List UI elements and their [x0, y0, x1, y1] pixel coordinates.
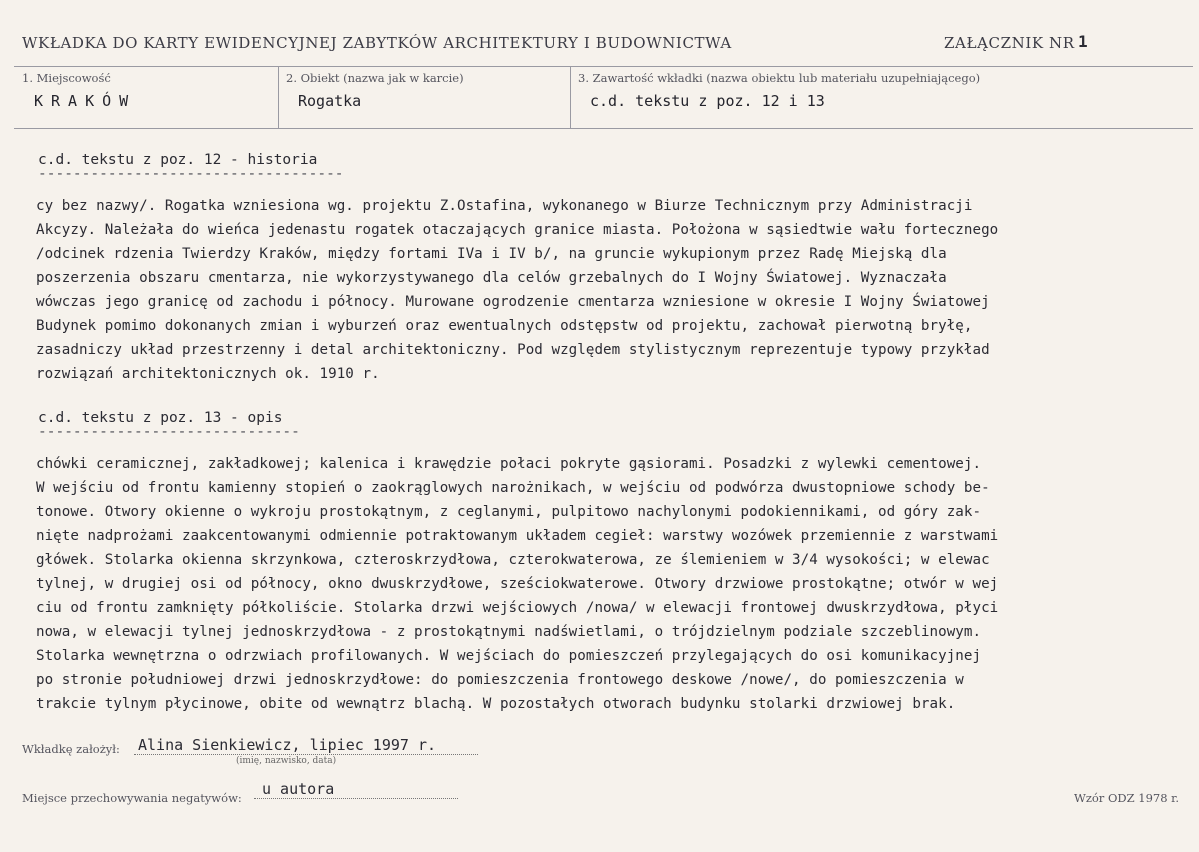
author-caption: (imię, nazwisko, data): [236, 756, 337, 766]
fields-bottom-rule: [14, 128, 1193, 129]
object-label: 2. Obiekt (nazwa jak w karcie): [286, 71, 464, 85]
author-label: Wkładkę założył:: [22, 742, 120, 756]
description-line: po stronie południowej drzwi jednoskrzydłowe: do pomieszczenia frontowego deskowe /nowe/, do pomieszczenia w: [36, 672, 964, 688]
history-line: Akcyzy. Należała do wieńca jedenastu rogatek otaczających granice miasta. Położona w sąsiedtwie wału fortecznego: [36, 222, 999, 238]
storage-dotted-rule: [254, 798, 458, 799]
field-divider-2: [570, 66, 571, 128]
description-line: nięte nadprożami zaakcentowanymi odmiennie potraktowanym układem cegieł: warstwy wozówek przemiennie z warstwami: [36, 528, 999, 544]
description-heading: c.d. tekstu z poz. 13 - opis: [38, 410, 283, 426]
annex-label: ZAŁĄCZNIK NR: [944, 34, 1075, 52]
description-line: tonowe. Otwory okienne o wykroju prostokątnym, z ceglanymi, pulpitowo nachylonymi podokiennikami, od góry zak-: [36, 504, 982, 520]
top-rule: [14, 66, 1193, 67]
history-heading-underline: -----------------------------------: [38, 166, 344, 182]
description-line: W wejściu od frontu kamienny stopień o zaokrąglowych narożnikach, w wejściu od podwórza dwustopniowe schody be-: [36, 480, 990, 496]
history-line: rozwiązań architektonicznych ok. 1910 r.: [36, 366, 380, 382]
history-line: poszerzenia obszaru cmentarza, nie wykorzystywanego dla celów grzebalnych do I Wojny Światowej. Wyznaczała: [36, 270, 947, 286]
description-heading-underline: ------------------------------: [38, 424, 300, 440]
form-title: WKŁADKA DO KARTY EWIDENCYJNEJ ZABYTKÓW ARCHITEKTURY I BUDOWNICTWA: [22, 34, 732, 52]
field-divider-1: [278, 66, 279, 128]
storage-label: Miejsce przechowywania negatywów:: [22, 791, 242, 805]
description-line: nowa, w elewacji tylnej jednoskrzydłowa - z prostokątnymi nadświetlami, o trójdzielnym podziale szczeblinowym.: [36, 624, 982, 640]
form-code: Wzór ODZ 1978 r.: [1074, 791, 1180, 805]
history-line: /odcinek rdzenia Twierdzy Kraków, między fortami IVa i IV b/, na gruncie wykupionym przez Radę Miejską dla: [36, 246, 947, 262]
locality-value: KRAKÓW: [34, 92, 137, 110]
storage-value: u autora: [262, 780, 335, 798]
object-value: Rogatka: [298, 92, 362, 110]
author-dotted-rule: [134, 754, 478, 755]
history-line: Budynek pomimo dokonanych zmian i wyburzeń oraz ewentualnych odstępstw od projektu, zachował pierwotną bryłę,: [36, 318, 973, 334]
locality-label: 1. Miejscowość: [22, 71, 111, 85]
contents-value: c.d. tekstu z poz. 12 i 13: [590, 92, 825, 110]
history-line: wówczas jego granicę od zachodu i północy. Murowane ogrodzenie cmentarza wzniesione w okresie I Wojny Światowej: [36, 294, 990, 310]
description-line: Stolarka wewnętrzna o odrzwiach profilowanych. W wejściach do pomieszczeń przylegających do osi komunikacyjnej: [36, 648, 982, 664]
contents-label: 3. Zawartość wkładki (nazwa obiektu lub materiału uzupełniającego): [578, 71, 981, 85]
history-line: cy bez nazwy/. Rogatka wzniesiona wg. projektu Z.Ostafina, wykonanego w Biurze Technicznym przy Administracji: [36, 198, 973, 214]
description-line: chówki ceramicznej, zakładkowej; kalenica i krawędzie połaci pokryte gąsiorami. Posadzki z wylewki cementowej.: [36, 456, 982, 472]
description-line: główek. Stolarka okienna skrzynkowa, czteroskrzydłowa, czterokwaterowa, ze ślemieniem w 3/4 wysokości; w elewac: [36, 552, 990, 568]
history-heading: c.d. tekstu z poz. 12 - historia: [38, 152, 318, 168]
annex-number: 1: [1078, 32, 1088, 51]
history-line: zasadniczy układ przestrzenny i detal architektoniczny. Pod względem stylistycznym reprezentuje typowy przykład: [36, 342, 990, 358]
description-line: trakcie tylnym płycinowe, obite od wewnątrz blachą. W pozostałych otworach budynku stolarki drzwiowej brak.: [36, 696, 956, 712]
author-value: Alina Sienkiewicz, lipiec 1997 r.: [138, 736, 437, 754]
description-line: tylnej, w drugiej osi od północy, okno dwuskrzydłowe, sześciokwaterowe. Otwory drzwiowe prostokątne; otwór w wej: [36, 576, 999, 592]
description-line: ciu od frontu zamknięty półkoliście. Stolarka drzwi wejściowych /nowa/ w elewacji frontowej dwuskrzydłowa, płyci: [36, 600, 999, 616]
